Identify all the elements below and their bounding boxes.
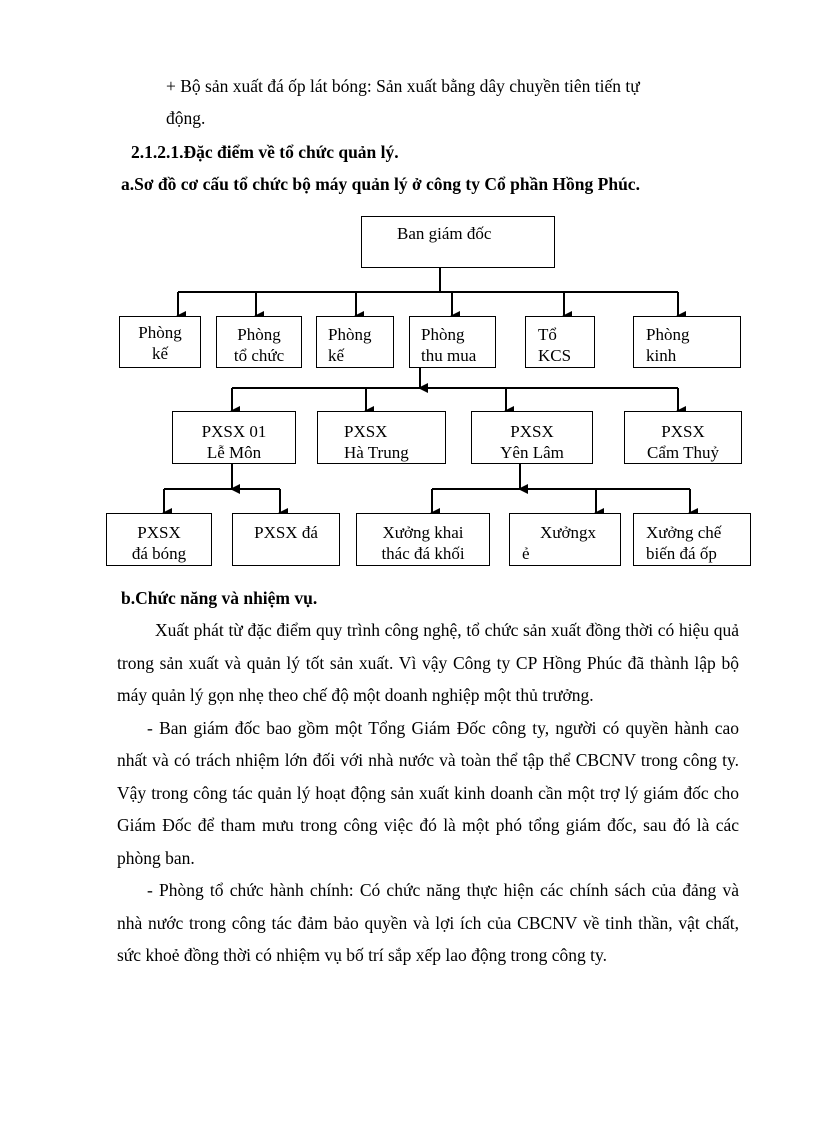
box-workshop-2-line2: Hà Trung [344,443,409,462]
box-dept-5-line1: Tổ [538,325,557,344]
box-workshop-4 [624,411,742,464]
box-unit-1-line1: PXSX [137,523,181,542]
box-unit-4-line2: ẻ [522,544,530,563]
box-board-line1: Ban giám đốc [397,224,492,243]
body-text [117,614,739,972]
box-dept-3 [316,316,394,368]
box-dept-3-line2: kế [328,346,345,365]
bullet-line-2: động. [166,108,206,128]
box-unit-1 [106,513,212,566]
box-unit-4 [509,513,621,566]
box-workshop-3 [471,411,593,464]
box-workshop-4-line1: PXSX [661,422,705,441]
box-unit-3 [356,513,490,566]
paragraph-2: - Ban giám đốc bao gồm một Tổng Giám Đốc công ty, người có quyền hành cao nhất và có trách nhiệm lớn đối với nhà nước và toàn thể tập thể CBCNV trong công ty. Vậy trong công tác quản lý hoạt động sản xuất kinh doanh cần một trợ lý giám đốc cho Giám Đốc để tham mưu trong công việc đó là một phó tổng giám đốc, sau đó là các phòng ban. [117,717,739,868]
box-unit-2-line1: PXSX đá [254,523,318,542]
subheading-a: a.Sơ đồ cơ cấu tổ chức bộ máy quản lý ở công ty Cổ phần Hồng Phúc. [121,174,640,194]
box-dept-6 [633,316,741,368]
box-dept-6-line1: Phòng [646,325,690,344]
box-dept-2-line1: Phòng [237,325,281,344]
box-unit-5-line1: Xưởng chế [646,523,722,542]
box-dept-4-line2: thu mua [421,346,477,365]
box-dept-4-line1: Phòng [421,325,465,344]
box-unit-5 [633,513,751,566]
box-dept-1-line2: kế [151,344,169,363]
bullet-line-1: + Bộ sản xuất đá ốp lát bóng: Sản xuất bằng dây chuyền tiên tiến tự [166,76,640,96]
box-workshop-4-line2: Cẩm Thuỷ [647,443,719,462]
box-dept-6-line2: kinh [646,346,677,365]
box-dept-1 [119,316,201,368]
box-workshop-3-line1: PXSX [510,422,554,441]
box-workshop-1-line1: PXSX 01 [201,422,267,441]
box-dept-2-line2: tổ chức [233,346,285,365]
box-dept-1-line1: Phòng [138,323,182,342]
section-heading: 2.1.2.1.Đặc điểm về tổ chức quản lý. [131,142,399,162]
box-workshop-3-line2: Yên Lâm [500,443,564,462]
section-b-heading: b.Chức năng và nhiệm vụ. [121,588,318,608]
box-unit-2 [232,513,340,566]
box-dept-4 [409,316,496,368]
box-workshop-2-line1: PXSX [344,422,388,441]
box-workshop-1-line2: Lễ Môn [206,443,262,462]
box-unit-5-line2: biến đá ốp [646,544,717,563]
box-unit-3-line2: thác đá khối [381,544,465,563]
box-board-of-directors [361,216,555,268]
box-workshop-2 [317,411,446,464]
box-workshop-1 [172,411,296,464]
paragraph-3: - Phòng tổ chức hành chính: Có chức năng thực hiện các chính sách của đảng và nhà nước trong công tác đảm bảo quyền và lợi ích của CBCNV về tinh thần, vật chất, sức khoẻ đồng thời có nhiệm vụ bố trí sắp xếp lao động trong công ty. [117,880,739,965]
box-unit-4-line1: Xưởngx [540,523,596,542]
box-unit-3-line1: Xưởng khai [382,523,464,542]
box-dept-2 [216,316,302,368]
box-dept-3-line1: Phòng [328,325,372,344]
box-unit-1-line2: đá bóng [131,544,187,563]
box-dept-5 [525,316,595,368]
paragraph-1: Xuất phát từ đặc điểm quy trình công nghệ, tổ chức sản xuất đồng thời có hiệu quả trong sản xuất và quản lý tốt sản xuất. Vì vậy Công ty CP Hồng Phúc đã thành lập bộ máy quản lý gọn nhẹ theo chế độ một doanh nghiệp một thủ trưởng. [117,620,739,705]
box-dept-5-line2: KCS [538,346,572,365]
